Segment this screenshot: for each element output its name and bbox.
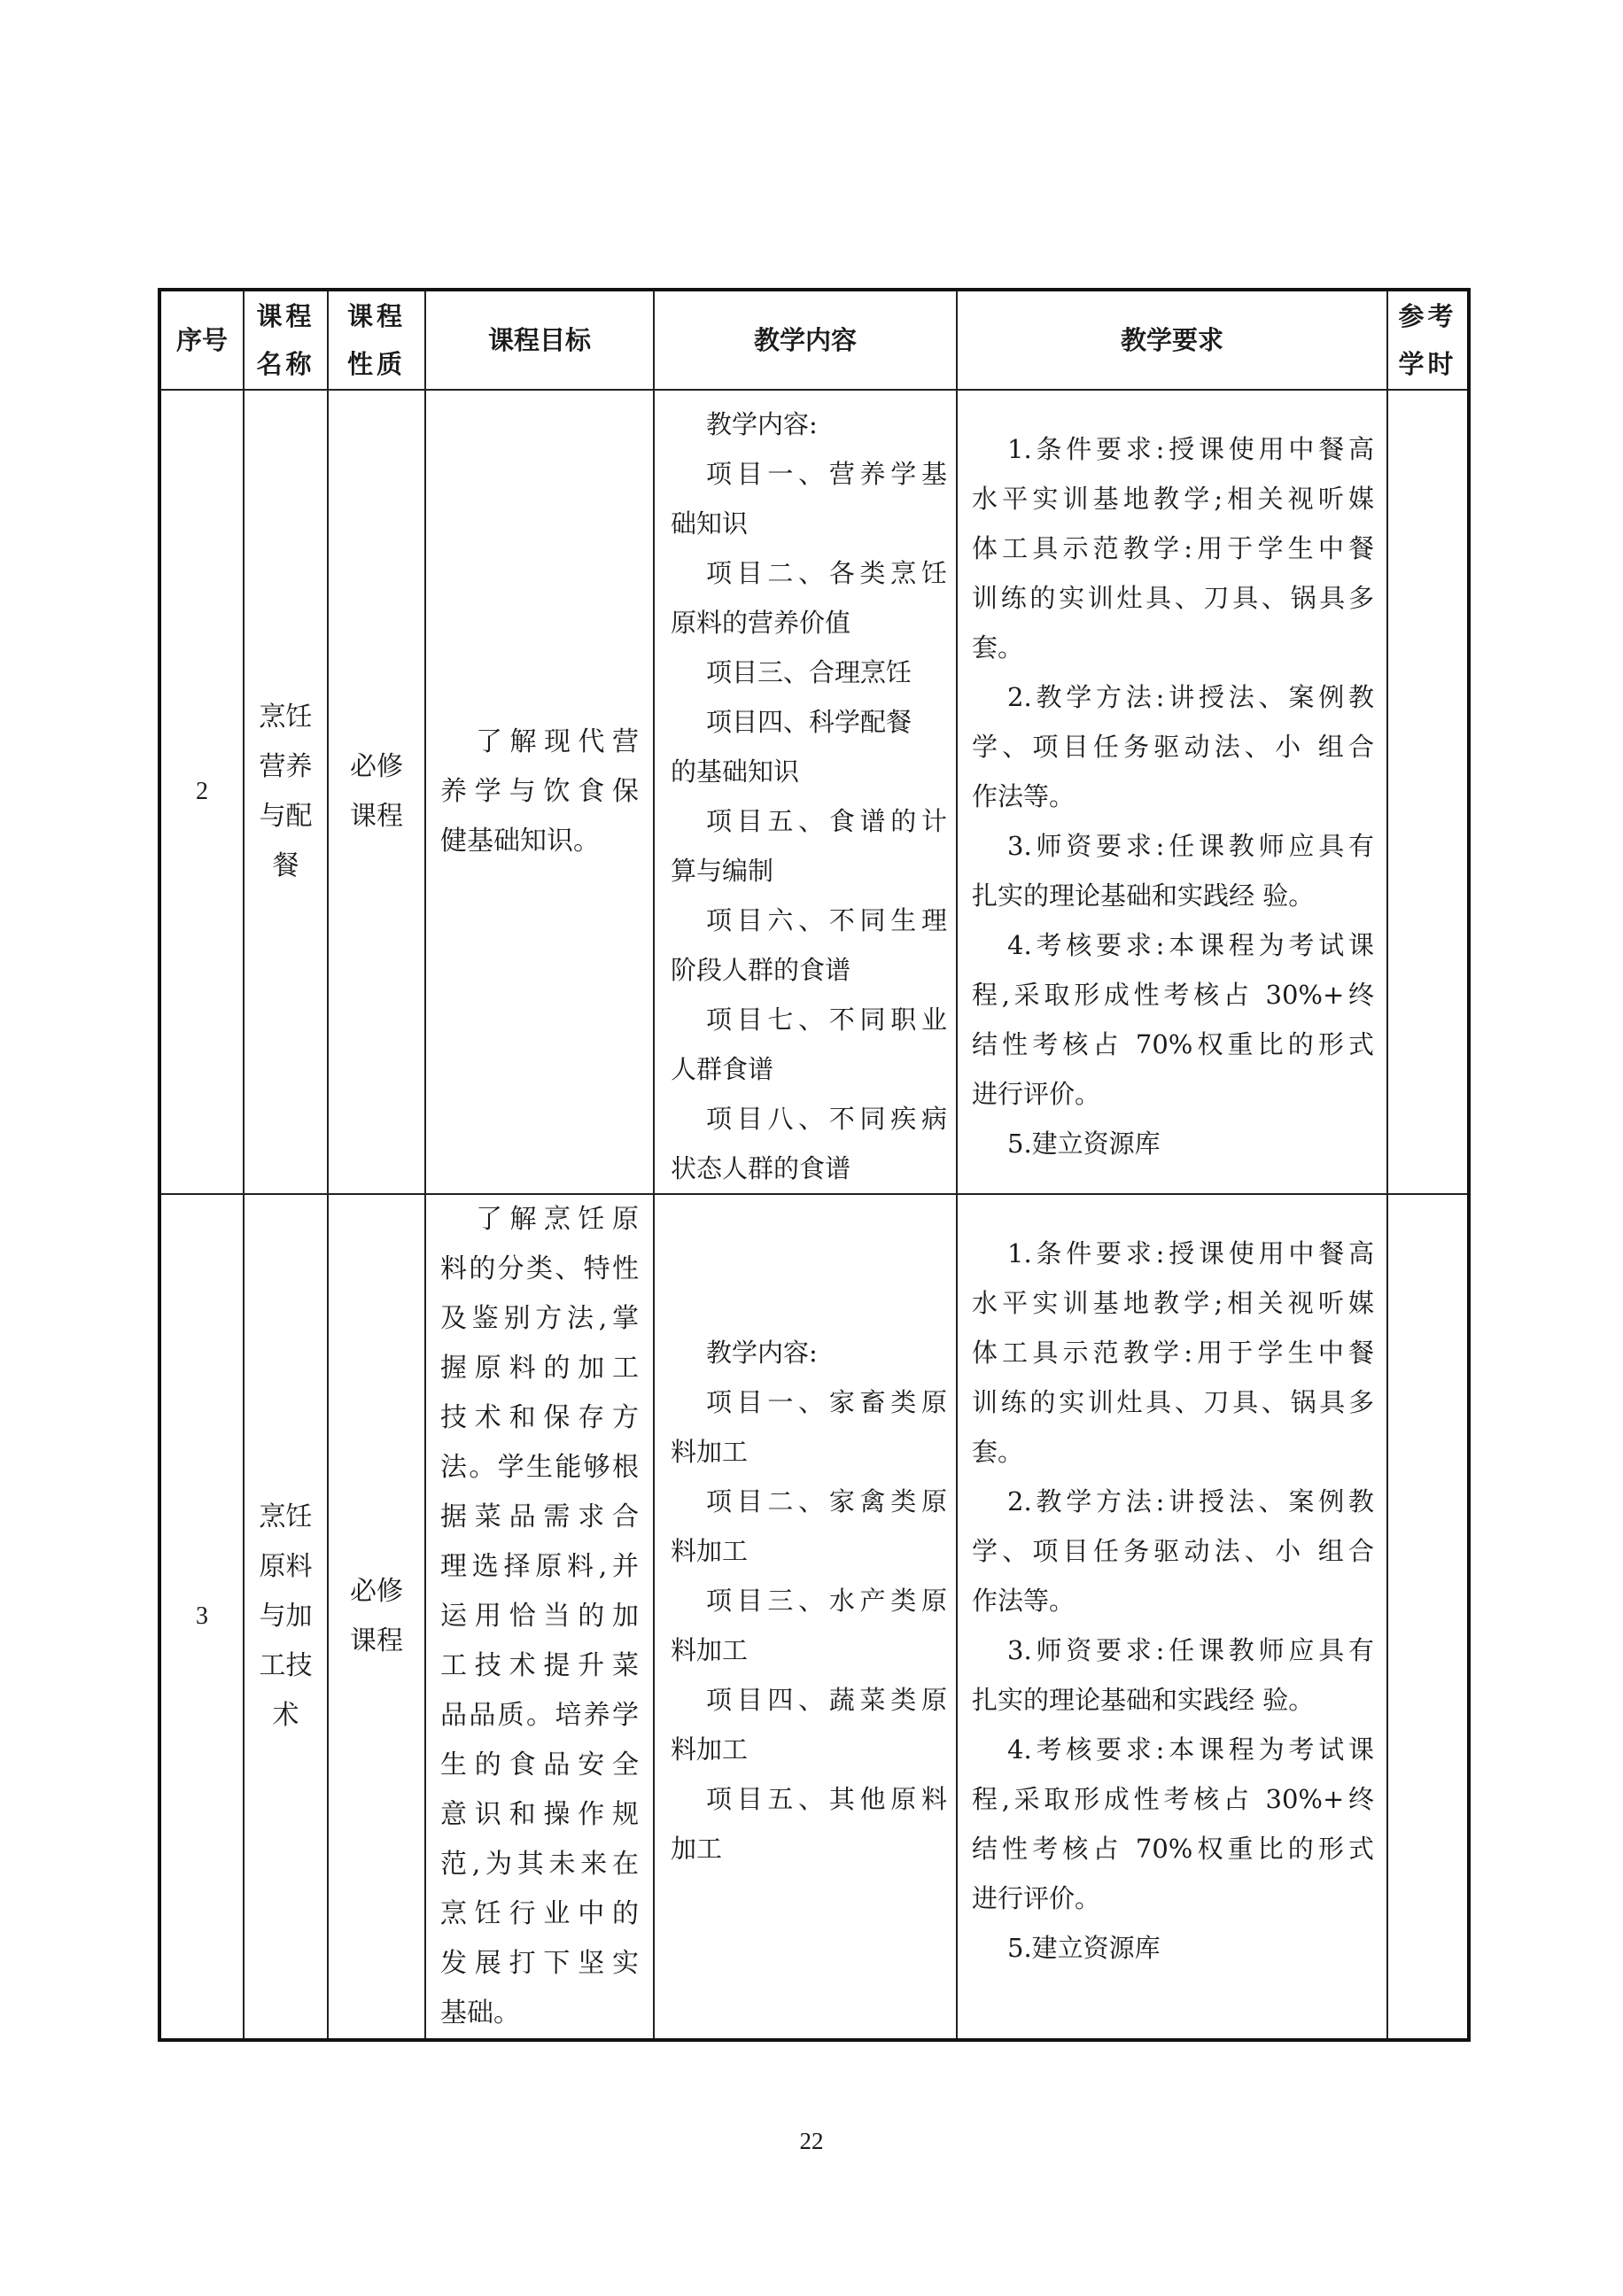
table-row	[159, 390, 1469, 1194]
requirement-line: 水平实训基地教学;相关视听媒	[972, 484, 1374, 514]
header-course-type-line-2: 性质	[346, 349, 406, 379]
goal-line: 料的分类、特性	[440, 1253, 639, 1284]
curriculum-table	[158, 288, 1471, 2042]
header-requirements: 教学要求	[957, 290, 1387, 390]
requirement-line: 5.建立资源库	[1007, 1933, 1161, 1963]
header-hours-line-2: 学时	[1398, 349, 1457, 379]
course-type-line: 必修	[350, 751, 403, 782]
content-line: 料加工	[671, 1734, 749, 1765]
content-line: 项目三、水产类原	[706, 1586, 947, 1616]
requirement-line: 4.考核要求:本课程为考试课	[1007, 1734, 1374, 1765]
goal-line: 了解烹饪原	[476, 1204, 639, 1235]
requirement-line: 3.师资要求:任课教师应具有	[1007, 831, 1374, 861]
header-course-name-line-1: 课程	[256, 301, 315, 331]
course-name-line: 餐	[272, 850, 299, 881]
course-name-line: 烹饪	[259, 702, 313, 733]
row-course-name	[244, 1194, 328, 2040]
row-seq: 2	[159, 390, 244, 1194]
row-course-goal	[425, 1194, 654, 2040]
row-teaching-requirements	[957, 1194, 1387, 2040]
course-type-line: 课程	[350, 801, 403, 832]
goal-line: 运用恰当的加	[440, 1601, 639, 1632]
content-line: 算与编制	[671, 856, 774, 886]
content-line: 阶段人群的食谱	[671, 955, 851, 985]
content-line: 项目八、不同疾病	[706, 1104, 947, 1134]
requirement-line: 结性考核占 70%权重比的形式	[972, 1029, 1374, 1059]
goal-line: 握原料的加工	[440, 1353, 639, 1384]
content-line: 项目四、蔬菜类原	[706, 1685, 947, 1715]
goal-line: 养学与饮食保	[440, 776, 639, 807]
requirement-line: 体工具示范教学:用于学生中餐	[972, 533, 1374, 563]
requirement-line: 体工具示范教学:用于学生中餐	[972, 1338, 1374, 1368]
requirement-line: 水平实训基地教学;相关视听媒	[972, 1288, 1374, 1318]
header-course-type	[328, 290, 425, 390]
requirement-line: 2.教学方法:讲授法、案例教	[1007, 682, 1374, 712]
requirement-line: 进行评价。	[972, 1883, 1101, 1913]
requirement-line: 作法等。	[972, 781, 1076, 811]
requirement-line: 训练的实训灶具、刀具、锅具多	[972, 583, 1374, 613]
goal-line: 意识和操作规	[440, 1799, 639, 1830]
row-hours	[1387, 390, 1469, 1194]
requirement-line: 扎实的理论基础和实践经 验。	[972, 1685, 1315, 1715]
course-name-line: 工技	[259, 1650, 313, 1681]
row-teaching-requirements	[957, 390, 1387, 1194]
content-line: 项目二、各类烹饪	[706, 558, 947, 588]
course-name-line: 烹饪	[259, 1501, 313, 1532]
requirement-line: 3.师资要求:任课教师应具有	[1007, 1635, 1374, 1665]
row-course-name	[244, 390, 328, 1194]
goal-line: 及鉴别方法,掌	[440, 1303, 639, 1334]
content-line: 原料的营养价值	[671, 608, 851, 638]
course-name-line: 术	[272, 1700, 299, 1731]
goal-line: 烹饪行业中的	[440, 1898, 639, 1929]
requirement-line: 作法等。	[972, 1586, 1076, 1616]
goal-line: 据菜品需求合	[440, 1501, 639, 1532]
course-name-line: 与加	[259, 1601, 313, 1632]
goal-line: 技术和保存方	[440, 1402, 639, 1433]
header-course-name-line-2: 名称	[256, 349, 315, 379]
row-course-type	[328, 390, 425, 1194]
course-type-line: 必修	[350, 1576, 403, 1607]
row-course-type	[328, 1194, 425, 2040]
content-line: 料加工	[671, 1536, 749, 1566]
header-course-name	[244, 290, 328, 390]
header-seq: 序号	[159, 290, 244, 390]
page-number: 22	[799, 2128, 824, 2154]
content-line: 项目三、合理烹饪	[706, 657, 912, 687]
content-line: 项目四、科学配餐	[706, 707, 912, 737]
content-line: 础知识	[671, 508, 749, 539]
table-row	[159, 1194, 1469, 2040]
requirement-line: 进行评价。	[972, 1079, 1101, 1109]
content-line: 的基础知识	[671, 756, 800, 787]
requirement-line: 1.条件要求:授课使用中餐高	[1007, 1238, 1374, 1268]
requirement-line: 2.教学方法:讲授法、案例教	[1007, 1486, 1374, 1516]
content-line: 项目一、家畜类原	[706, 1387, 947, 1417]
content-line: 项目七、不同职业	[706, 1004, 947, 1035]
content-line: 料加工	[671, 1437, 749, 1467]
requirement-line: 套。	[972, 632, 1024, 663]
content-line: 状态人群的食谱	[671, 1153, 851, 1183]
content-line: 项目五、食谱的计	[706, 806, 947, 836]
row-course-goal	[425, 390, 654, 1194]
header-row	[159, 290, 1469, 390]
content-line: 料加工	[671, 1635, 749, 1665]
header-content: 教学内容	[654, 290, 957, 390]
course-name-line: 与配	[259, 801, 313, 832]
row-hours	[1387, 1194, 1469, 2040]
goal-line: 健基础知识。	[440, 826, 600, 857]
requirement-line: 训练的实训灶具、刀具、锅具多	[972, 1387, 1374, 1417]
requirement-line: 程,采取形成性考核占 30%+终	[972, 980, 1374, 1010]
goal-line: 理选择原料,并	[440, 1551, 639, 1582]
requirement-line: 5.建立资源库	[1007, 1129, 1161, 1159]
goal-line: 了解现代营	[476, 726, 639, 757]
content-line: 项目一、营养学基	[706, 459, 947, 489]
requirement-line: 结性考核占 70%权重比的形式	[972, 1834, 1374, 1864]
requirement-line: 4.考核要求:本课程为考试课	[1007, 930, 1374, 960]
content-line: 项目六、不同生理	[706, 905, 947, 935]
requirement-line: 套。	[972, 1437, 1024, 1467]
course-name-line: 营养	[259, 751, 313, 782]
course-name-line: 原料	[259, 1551, 313, 1582]
goal-line: 工技术提升菜	[440, 1650, 639, 1681]
goal-line: 法。学生能够根	[440, 1452, 639, 1483]
header-hours	[1387, 290, 1469, 390]
goal-line: 品品质。培养学	[440, 1700, 639, 1731]
content-line: 项目二、家禽类原	[706, 1486, 947, 1516]
goal-line: 发展打下坚实	[440, 1948, 639, 1979]
content-line: 教学内容:	[706, 409, 818, 439]
requirement-line: 学、项目任务驱动法、小 组合	[972, 1536, 1374, 1566]
goal-line: 范,为其未来在	[440, 1849, 639, 1880]
content-line: 教学内容:	[706, 1338, 818, 1368]
content-line: 人群食谱	[671, 1054, 774, 1084]
goal-line: 基础。	[440, 1997, 520, 2028]
header-hours-line-1: 参考	[1398, 301, 1457, 331]
requirement-line: 程,采取形成性考核占 30%+终	[972, 1784, 1374, 1814]
row-teaching-content	[654, 390, 957, 1194]
requirement-line: 1.条件要求:授课使用中餐高	[1007, 434, 1374, 464]
header-course-type-line-1: 课程	[346, 301, 406, 331]
header-goal: 课程目标	[425, 290, 654, 390]
content-line: 加工	[671, 1834, 723, 1864]
content-line: 项目五、其他原料	[706, 1784, 947, 1814]
goal-line: 生的食品安全	[440, 1749, 639, 1780]
row-teaching-content	[654, 1194, 957, 2040]
requirement-line: 扎实的理论基础和实践经 验。	[972, 880, 1315, 911]
requirement-line: 学、项目任务驱动法、小 组合	[972, 732, 1374, 762]
course-type-line: 课程	[350, 1625, 403, 1656]
row-seq: 3	[159, 1194, 244, 2040]
